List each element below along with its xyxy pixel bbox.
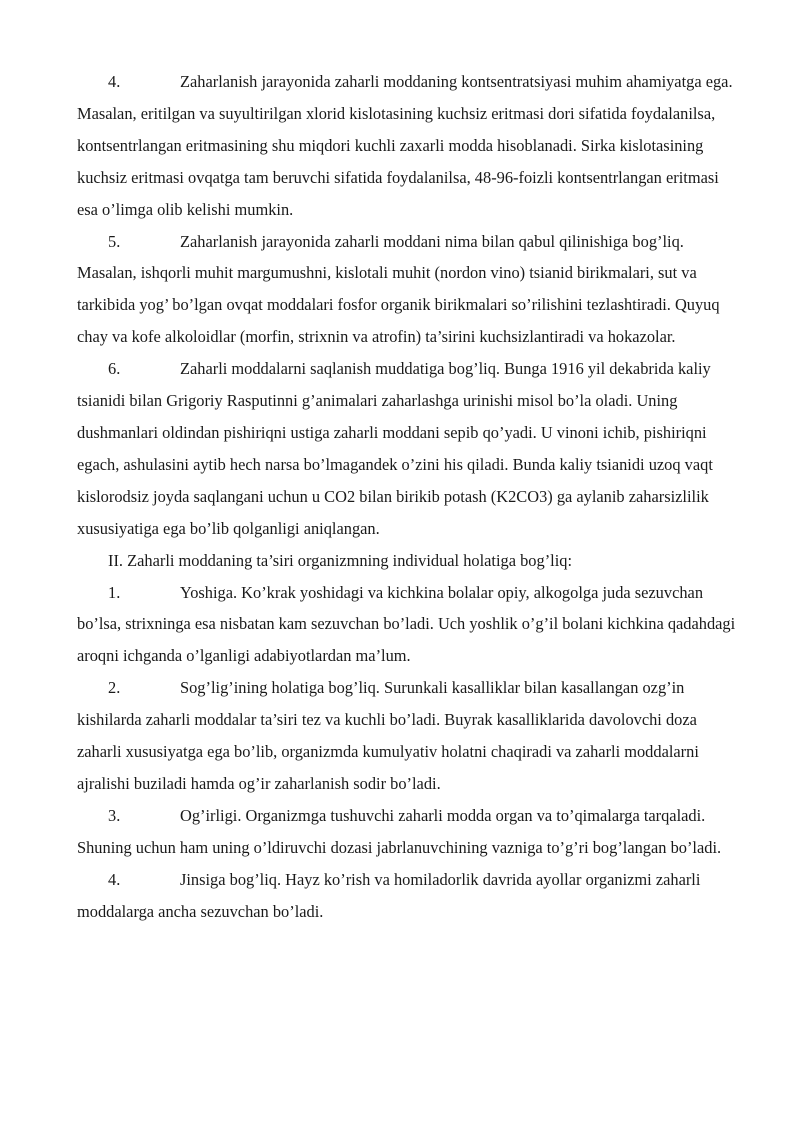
list-number: 4. [108, 869, 121, 889]
list-number: 2. [108, 678, 121, 698]
paragraph-text: Jinsiga bog’liq. Hayz ko’rish va homiladorlik davrida ayollar organizmi zaharli moddalarga ancha sezuvchan bo’ladi. [77, 869, 701, 921]
paragraph-text: Og’irligi. Organizmga tushuvchi zaharli modda organ va to’qimalarga tarqaladi. Shuning uchun ham uning o’ldiruvchi dozasi jabrlanuvchining vazniga to’g’ri bog’langan bo’ladi. [77, 805, 722, 857]
paragraph-5-intake-medium [77, 226, 741, 354]
paragraph-4-concentration [77, 66, 741, 226]
paragraph-2-health [77, 672, 741, 800]
list-number: 5. [108, 231, 121, 251]
paragraph-4-sex [77, 864, 741, 928]
paragraph-text: Zaharlanish jarayonida zaharli moddani nima bilan qabul qilinishiga bog’liq. Masalan, ishqorli muhit margumushni, kislotali muhit (nordon vino) tsianid birikmalari, sut va tarkibida yog’ bo’lgan ovqat moddalari fosfor organik birikmalari so’rilishini tezlashtiradi. Quyuq chay va kofe alkoloidlar (morfin, strixnin va atrofin) ta’sirini kuchsizlantiradi va hokazolar. [77, 231, 720, 347]
paragraph-6-storage-duration [77, 353, 741, 544]
paragraph-text: Zaharli moddalarni saqlanish muddatiga bog’liq. Bunga 1916 yil dekabrida kaliy tsianidi bilan Grigoriy Rasputinni g’animalari zaharlashga urinishi misol bo’la oladi. Uning dushmanlari oldindan pishiriqni ustiga zaharli moddani sepib qo’yadi. U vinoni ichib, pishiriqni egach, ashulasini aytib hech narsa bo’lmagandek o’zini his qiladi. Bunda kaliy tsianidi uzoq vaqt kislorodsiz joyda saqlangani uchun u CO2 bilan birikib potash (K2CO3) ga aylanib zaharsizlilik xususiyatiga ega bo’lib qolganligi aniqlangan. [77, 359, 713, 538]
paragraph-1-age [77, 577, 741, 673]
list-number: 4. [108, 72, 121, 91]
paragraph-text: Sog’lig’ining holatiga bog’liq. Surunkali kasalliklar bilan kasallangan ozg’in kishilarda zaharli moddalar ta’siri tez va kuchli bo’ladi. Buyrak kasalliklarida davolovchi doza zaharli xususiyatga ega bo’lib, organizmda kumulyativ holatni chaqiradi va zaharli moddalarni ajralishi buziladi hamda og’ir zaharlanish sodir bo’ladi. [77, 678, 699, 793]
section-heading-ii [77, 545, 741, 577]
list-number: 3. [108, 805, 121, 825]
paragraph-3-weight [77, 800, 741, 864]
paragraph-text: Yoshiga. Ko’krak yoshidagi va kichkina bolalar opiy, alkogolga juda sezuvchan bo’lsa, strixninga esa nisbatan kam sezuvchan bo’ladi. Uch yoshlik o’g’il bolani kichkina qadahdagi aroqni ichganda o’lganligi adabiyotlardan ma’lum. [77, 582, 736, 666]
section-heading-text: II. Zaharli moddaning ta’siri organizmning individual holatiga bog’liq: [108, 550, 573, 570]
list-number: 6. [108, 359, 121, 379]
document-page [77, 66, 741, 927]
paragraph-text: Zaharlanish jarayonida zaharli moddaning kontsentratsiyasi muhim ahamiyatga ega. Masalan, eritilgan va suyultirilgan xlorid kislotasining kuchsiz eritmasi dori sifatida foydalanilsa, kontsentrlangan eritmasining shu miqdori kuchli zaxarli modda hisoblanadi. Sirka kislotasining kuchsiz eritmasi ovqatga tam beruvchi sifatida foydalanilsa, 48-96-foizli kontsentrlangan eritmasi esa o’limga olib kelishi mumkin. [77, 72, 733, 219]
list-number: 1. [108, 582, 121, 602]
